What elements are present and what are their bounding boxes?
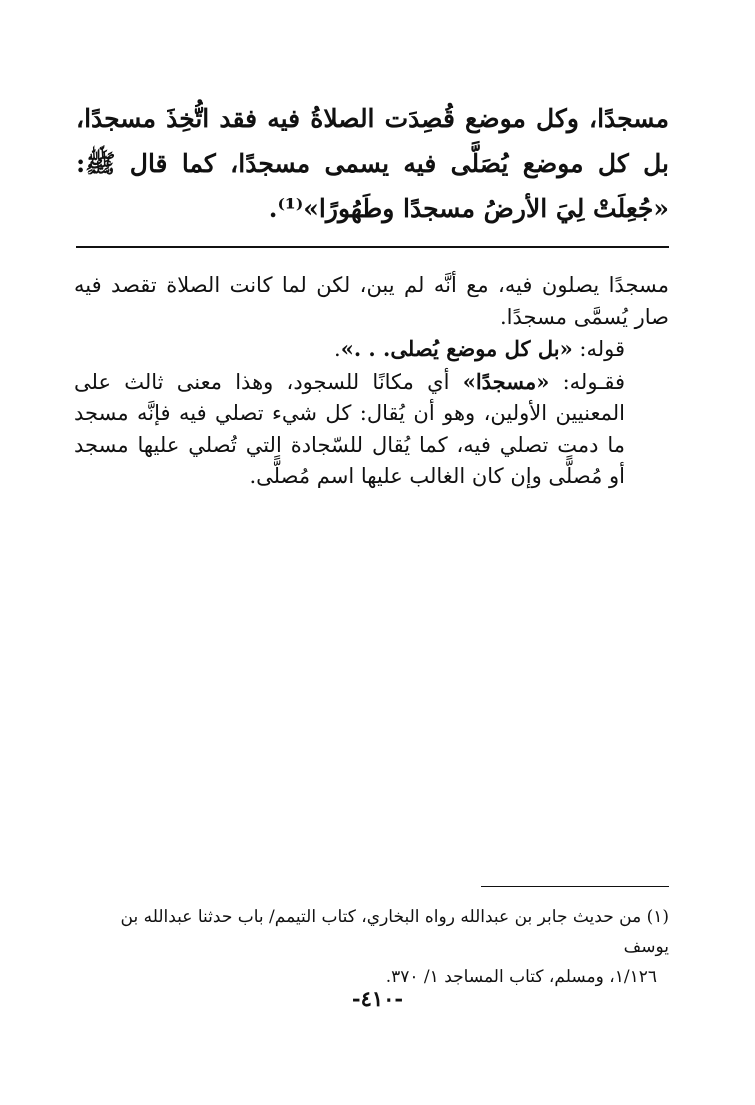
main-text: مسجدًا، وكل موضع قُصِدَت الصلاةُ فيه فقد اتُّخِذَ مسجدًا، بل كل موضع يُصَلَّى فيه يسمى مسجدًا، كما قال ﷺ: «جُعِلَتْ لِيَ الأرضُ مسجدًا وطَهُورًا»⁽¹⁾. bbox=[76, 104, 669, 223]
footnote-block bbox=[74, 902, 669, 992]
commentary-paragraph-1: مسجدًا يصلون فيه، مع أنَّه لم يبن، لكن لما كانت الصلاة تقصد فيه صار يُسمَّى مسجدًا. bbox=[74, 273, 669, 329]
footnote-line-2: ١/١٢٦، ومسلم، كتاب المساجد ١/ ٣٧٠. bbox=[385, 967, 657, 987]
footnote-line-1: (١) من حديث جابر بن عبدالله رواه البخاري، كتاب التيمم/ باب حدثنا عبدالله بن يوسف bbox=[120, 907, 669, 957]
main-separator-line bbox=[76, 246, 669, 248]
commentary-block bbox=[74, 270, 669, 493]
quote-label: قوله: bbox=[572, 337, 625, 361]
quoted-phrase: «بل كل موضع يُصلى. . .» bbox=[340, 336, 573, 361]
commentary-paragraph-3 bbox=[74, 366, 669, 493]
quote-label: فقـوله: bbox=[549, 369, 625, 394]
quoted-word: «مسجدًا» bbox=[462, 368, 550, 394]
main-text-block bbox=[76, 96, 669, 231]
footnote-separator-line bbox=[481, 886, 669, 887]
commentary-paragraph-2 bbox=[74, 333, 669, 366]
explanation-text: أي مكانًا للسجود، وهذا معنى ثالث على المعنيين الأولين، وهو أن يُقال: كل شيء تصلي فيه فإنَّه مسجد ما دمت تصلي فيه، كما يُقال للسّجادة التي تُصلي عليها مسجد أو مُصلًّى وإن كان الغالب عليها اسم مُصلًّى. bbox=[74, 369, 625, 488]
page-number: -٤١٠- bbox=[351, 986, 404, 1011]
paragraph-end: . bbox=[334, 337, 341, 361]
